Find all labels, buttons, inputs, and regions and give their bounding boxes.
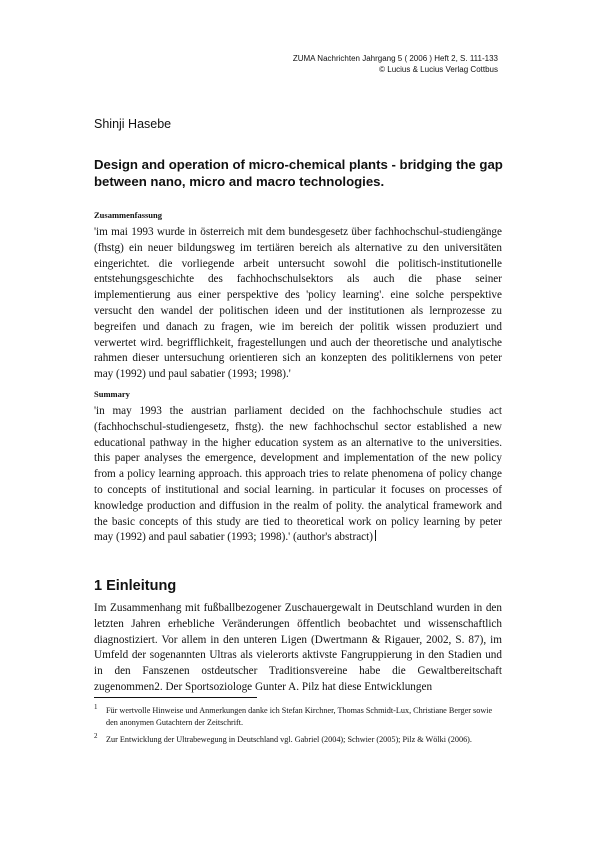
section-heading: 1 Einleitung [94,578,177,594]
text-cursor [375,530,376,541]
footnote-2 [94,734,502,746]
journal-citation: ZUMA Nachrichten Jahrgang 5 ( 2006 ) Heft 2, S. 111-133 [292,54,498,63]
author-name: Shinji Hasebe [94,117,172,131]
footnote-number: 1 [94,703,98,711]
footnote-number: 2 [94,732,98,740]
footnote-text: Zur Entwicklung der Ultrabewegung in Deutschland vgl. Gabriel (2004); Schwier (2005); Pilz & Wölki (2006). [106,735,472,744]
footnote-text: Für wertvolle Hinweise und Anmerkungen danke ich Stefan Kirchner, Thomas Schmidt-Lux, Christiane Berger sowie den anonymen Gutachtern der Zeitschrift. [106,706,493,727]
section-body: Im Zusammenhang mit fußballbezogener Zuschauergewalt in Deutschland wurden in den letzten Jahren erhebliche Veränderungen öffentlich beobachtet und wissenschaftlich diagnostiziert. Vor allem in den unteren Ligen (Dwertmann & Rigauer, 2002, S. 87), im Umfeld der sogenannten Ultras als vielerorts aktivste Fangruppierung in den Stadien und in den Fanszenen ostdeutscher Traditionsvereine habe die Gewaltbereitschaft zugenommen2. Der Sportsoziologe Gunter A. Pilz hat diese Entwicklungen [94,602,502,693]
footnote-divider [94,697,257,698]
footnote-1 [94,705,502,728]
summary-label: Summary [94,389,130,399]
summary-abstract [94,404,502,546]
publisher-line: © Lucius & Lucius Verlag Cottbus [379,65,498,74]
zusammenfassung-label: Zusammenfassung [94,210,163,220]
zusammenfassung-text: 'im mai 1993 wurde in österreich mit dem bundesgesetz über fachhochschul-studiengänge (fhstg) ein neuer bildungsweg im tertiären bereich als alternative zu den universitäten eingerichtet. die vorliegende arbeit untersucht sowohl die politisch-institutionelle entstehungsgeschichte des fachhochschulsektors als auch die phase seiner implementierung aus einer perspektive des 'policy learning'. eine solche perspektive versucht den wandel der politischen ideen und der institutionen als lernprozesse zu begreifen und danach zu fragen, wie im bereich der politik wissen produziert und verwertet wird. begrifflichkeit, fragestellungen und auch der theoretische und analytische rahmen dieser untersuchung orientieren sich an konzepten des politiklernens von peter may (1992) und paul sabatier (1993; 1998).' [94,226,502,381]
summary-text: 'in may 1993 the austrian parliament decided on the fachhochschule studies act (fachhochschul-studiengesetz, fhstg). the new fachhochschul sector established a new educational pathway in the higher education system as an alternative to the universities. this paper analyses the emergence, development and implementation of the new policy from a policy learning approach. this approach tries to relate phenomena of policy change to concepts of institutional and social learning. in particular it focuses on processes of knowledge production and diffusion in the realm of polity. the analytical framework and the basic concepts of this study are tied to theoretical work on policy learning by peter may (1992) and paul sabatier (1993; 1998).' (author's abstract) [94,405,502,544]
paper-title: Design and operation of micro-chemical plants - bridging the gap between nano, micro and macro technologies. [94,157,503,189]
journal-header [293,53,498,75]
